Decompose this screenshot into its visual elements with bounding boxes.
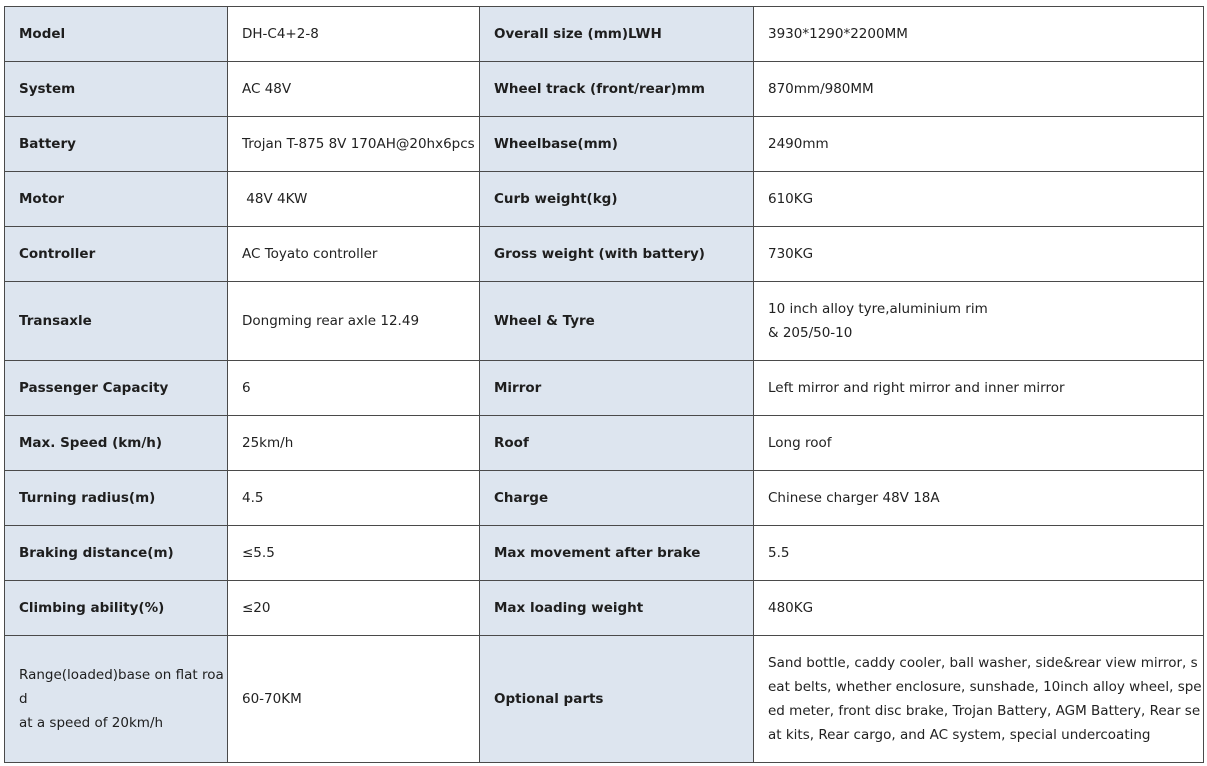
spec-label: Braking distance(m) (5, 526, 228, 581)
spec-value: 60-70KM (228, 636, 480, 763)
spec-label: Curb weight(kg) (480, 172, 754, 227)
spec-value: 25km/h (228, 416, 480, 471)
spec-value: 4.5 (228, 471, 480, 526)
spec-label: Turning radius(m) (5, 471, 228, 526)
spec-value: Trojan T-875 8V 170AH@20hx6pcs (228, 117, 480, 172)
spec-value: Dongming rear axle 12.49 (228, 282, 480, 361)
spec-value: 870mm/980MM (754, 62, 1204, 117)
spec-value: ≤5.5 (228, 526, 480, 581)
spec-label: Roof (480, 416, 754, 471)
spec-label: Battery (5, 117, 228, 172)
spec-value: 48V 4KW (228, 172, 480, 227)
spec-label: Transaxle (5, 282, 228, 361)
spec-label: Optional parts (480, 636, 754, 763)
spec-value: Long roof (754, 416, 1204, 471)
spec-label: Controller (5, 227, 228, 282)
table-row (5, 471, 1204, 526)
table-row (5, 581, 1204, 636)
table-row (5, 172, 1204, 227)
table-row (5, 62, 1204, 117)
spec-label: Wheel & Tyre (480, 282, 754, 361)
spec-label: Wheel track (front/rear)mm (480, 62, 754, 117)
spec-label: Motor (5, 172, 228, 227)
spec-value: Chinese charger 48V 18A (754, 471, 1204, 526)
spec-label: Range(loaded)base on flat road at a speed of 20km/h (5, 636, 228, 763)
spec-label: Max movement after brake (480, 526, 754, 581)
spec-value: 480KG (754, 581, 1204, 636)
spec-value: 610KG (754, 172, 1204, 227)
table-row (5, 282, 1204, 361)
spec-label: Overall size (mm)LWH (480, 7, 754, 62)
spec-value: Left mirror and right mirror and inner mirror (754, 361, 1204, 416)
spec-value: ≤20 (228, 581, 480, 636)
spec-value: 3930*1290*2200MM (754, 7, 1204, 62)
spec-value: 6 (228, 361, 480, 416)
spec-label: Wheelbase(mm) (480, 117, 754, 172)
spec-label: Max loading weight (480, 581, 754, 636)
table-row (5, 636, 1204, 763)
spec-value: AC 48V (228, 62, 480, 117)
spec-value: AC Toyato controller (228, 227, 480, 282)
table-row (5, 117, 1204, 172)
spec-value: 730KG (754, 227, 1204, 282)
spec-label: Model (5, 7, 228, 62)
spec-value: 5.5 (754, 526, 1204, 581)
table-row (5, 416, 1204, 471)
table-row (5, 361, 1204, 416)
spec-value: Sand bottle, caddy cooler, ball washer, side&rear view mirror, seat belts, whether enclosure, sunshade, 10inch alloy wheel, speed meter, front disc brake, Trojan Battery, AGM Battery, Rear seat kits, Rear cargo, and AC system, special undercoating (754, 636, 1204, 763)
spec-value: 10 inch alloy tyre,aluminium rim & 205/50-10 (754, 282, 1204, 361)
spec-label: Passenger Capacity (5, 361, 228, 416)
table-row (5, 227, 1204, 282)
spec-label: Gross weight (with battery) (480, 227, 754, 282)
spec-value: DH-C4+2-8 (228, 7, 480, 62)
spec-table (4, 6, 1204, 763)
table-row (5, 7, 1204, 62)
spec-label: Charge (480, 471, 754, 526)
spec-label: Mirror (480, 361, 754, 416)
spec-label: System (5, 62, 228, 117)
table-row (5, 526, 1204, 581)
spec-value: 2490mm (754, 117, 1204, 172)
spec-label: Climbing ability(%) (5, 581, 228, 636)
spec-label: Max. Speed (km/h) (5, 416, 228, 471)
